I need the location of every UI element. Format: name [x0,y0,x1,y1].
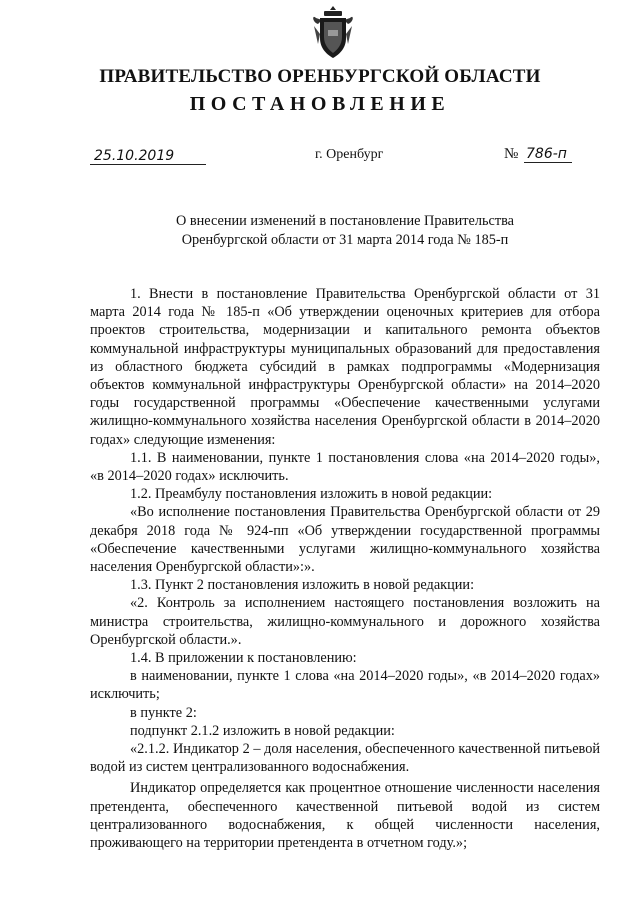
body-paragraph: в наименовании, пункте 1 слова «на 2014–2020 годы», «в 2014–2020 годах» исключить; [90,668,600,703]
coat-of-arms-icon [310,4,356,62]
body-paragraph: 1. Внести в постановление Правительства Оренбургской области от 31 марта 2014 года № 185-п «Об утверждении оценочных критериев для отбора проектов строительства, модернизации и капитального ремонта объектов коммунальной инфраструктуры муниципальных образований для предоставления из областного бюджета субсидий в рамках подпрограммы «Модернизация объектов коммунальной инфраструктуры Оренбургской области» на 2014–2020 годы государственной программы «Обеспечение качественными услугами жилищно-коммунального хозяйства населения Оренбургской области в 2014–2020 годах» следующие изменения: [90,286,600,448]
body-paragraph: «2. Контроль за исполнением настоящего постановления возложить на министра строительства, жилищно-коммунального и дорожного хозяйства Оренбургской области.». [90,595,600,648]
document-body [90,285,600,852]
body-paragraph: 1.4. В приложении к постановлению: [130,650,357,667]
government-title: ПРАВИТЕЛЬСТВО ОРЕНБУРГСКОЙ ОБЛАСТИ [99,66,541,87]
body-paragraph: «Во исполнение постановления Правительства Оренбургской области от 29 декабря 2018 года № 924-пп «Об утверждении государственной программы «Обеспечение качественными услугами жилищно-коммунального хозяйства населения Оренбургской области»:». [90,504,600,576]
body-paragraph: 1.1. В наименовании, пункте 1 постановления слова «на 2014–2020 годы», «в 2014–2020 годах» исключить. [90,449,600,485]
body-paragraph: «2.1.2. Индикатор 2 – доля населения, обеспеченного качественной питьевой водой из систем централизованного водоснабжения. [90,741,600,776]
document-date: 25.10.2019 [90,148,206,165]
document-type-title: ПОСТАНОВЛЕНИЕ [189,93,451,115]
subject-line: Оренбургской области от 31 марта 2014 года № 185-п [181,232,509,248]
document-subject [90,212,600,250]
body-paragraph: 1.3. Пункт 2 постановления изложить в новой редакции: [130,577,475,594]
body-paragraph: 1.2. Преамбулу постановления изложить в новой редакции: [130,486,493,503]
body-paragraph: подпункт 2.1.2 изложить в новой редакции: [130,722,395,739]
document-number: 786-п [524,146,572,163]
document-number-label: № [504,146,519,162]
subject-line: О внесении изменений в постановление Правительства [175,213,515,229]
document-city: г. Оренбург [315,147,384,162]
body-paragraph: в пункте 2: [130,704,197,721]
body-paragraph: Индикатор определяется как процентное отношение численности населения претендента, обеспеченного качественной питьевой водой из систем централизованного водоснабжения, к общей численности населения, проживающего на территории претендента в отчетном году.»; [90,780,600,852]
